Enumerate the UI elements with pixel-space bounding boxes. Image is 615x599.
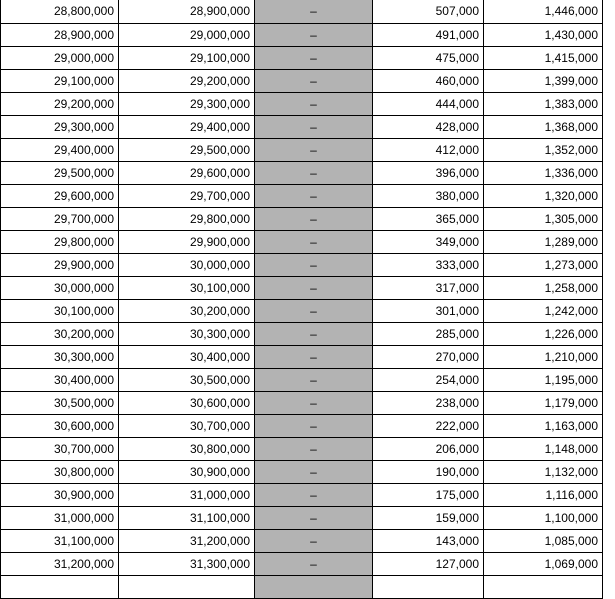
amount-a-cell: 254,000 xyxy=(373,368,484,391)
table-row xyxy=(1,506,603,529)
table-row xyxy=(1,253,603,276)
amount-b-cell: 1,242,000 xyxy=(484,299,603,322)
amount-b-cell: 1,179,000 xyxy=(484,391,603,414)
table-row xyxy=(1,345,603,368)
amount-b-cell: 1,415,000 xyxy=(484,46,603,69)
amount-a-cell: 460,000 xyxy=(373,69,484,92)
range-to-cell: 29,200,000 xyxy=(119,69,255,92)
range-to-cell: 30,300,000 xyxy=(119,322,255,345)
shaded-dash-cell: – xyxy=(255,230,373,253)
shaded-dash-cell: – xyxy=(255,46,373,69)
shaded-dash-cell: – xyxy=(255,368,373,391)
table-row xyxy=(1,115,603,138)
table-row xyxy=(1,23,603,46)
table-row xyxy=(1,460,603,483)
range-to-cell: 29,100,000 xyxy=(119,46,255,69)
table-row xyxy=(1,276,603,299)
shaded-dash-cell: – xyxy=(255,460,373,483)
table-row xyxy=(1,69,603,92)
range-from-cell: 29,200,000 xyxy=(1,92,119,115)
range-to-cell: 31,200,000 xyxy=(119,529,255,552)
amount-b-cell: 1,163,000 xyxy=(484,414,603,437)
amount-a-cell: 317,000 xyxy=(373,276,484,299)
range-from-cell: 30,600,000 xyxy=(1,414,119,437)
range-from-cell: 29,600,000 xyxy=(1,184,119,207)
range-from-cell: 30,300,000 xyxy=(1,345,119,368)
shaded-dash-cell: – xyxy=(255,552,373,575)
table-row xyxy=(1,552,603,575)
shaded-dash-cell: – xyxy=(255,23,373,46)
amount-b-cell: 1,305,000 xyxy=(484,207,603,230)
amount-b-cell: 1,195,000 xyxy=(484,368,603,391)
range-from-cell: 30,500,000 xyxy=(1,391,119,414)
table-row xyxy=(1,92,603,115)
range-to-cell: 29,500,000 xyxy=(119,138,255,161)
table-row xyxy=(1,230,603,253)
amount-b-cell: 1,352,000 xyxy=(484,138,603,161)
amount-b-cell: 1,289,000 xyxy=(484,230,603,253)
amount-a-cell: 159,000 xyxy=(373,506,484,529)
range-to-cell: 30,600,000 xyxy=(119,391,255,414)
amount-b-cell: 1,085,000 xyxy=(484,529,603,552)
amount-a-cell: 270,000 xyxy=(373,345,484,368)
table-row xyxy=(1,299,603,322)
range-to-cell: 29,400,000 xyxy=(119,115,255,138)
shaded-dash-cell: – xyxy=(255,391,373,414)
amount-b-cell: 1,430,000 xyxy=(484,23,603,46)
shaded-dash-cell: – xyxy=(255,0,373,23)
range-from-cell: 29,400,000 xyxy=(1,138,119,161)
range-to-cell: 30,900,000 xyxy=(119,460,255,483)
amount-a-cell: 238,000 xyxy=(373,391,484,414)
range-from-cell: 29,500,000 xyxy=(1,161,119,184)
shaded-dash-cell: – xyxy=(255,276,373,299)
shaded-dash-cell: – xyxy=(255,69,373,92)
range-from-cell: 29,900,000 xyxy=(1,253,119,276)
amount-a-cell: 175,000 xyxy=(373,483,484,506)
shaded-dash-cell: – xyxy=(255,414,373,437)
amount-b-cell: 1,132,000 xyxy=(484,460,603,483)
range-from-cell: 30,400,000 xyxy=(1,368,119,391)
amount-a-cell: 301,000 xyxy=(373,299,484,322)
range-from-cell: 30,100,000 xyxy=(1,299,119,322)
range-to-cell: 30,800,000 xyxy=(119,437,255,460)
amount-a-cell: 428,000 xyxy=(373,115,484,138)
shaded-dash-cell xyxy=(255,575,373,598)
shaded-dash-cell: – xyxy=(255,207,373,230)
amount-b-cell: 1,446,000 xyxy=(484,0,603,23)
amount-b-cell: 1,148,000 xyxy=(484,437,603,460)
range-from-cell: 30,000,000 xyxy=(1,276,119,299)
table-row xyxy=(1,391,603,414)
range-from-cell: 29,700,000 xyxy=(1,207,119,230)
amount-b-cell: 1,273,000 xyxy=(484,253,603,276)
table-row xyxy=(1,368,603,391)
range-from-cell: 31,000,000 xyxy=(1,506,119,529)
range-from-cell: 29,300,000 xyxy=(1,115,119,138)
amount-b-cell: 1,069,000 xyxy=(484,552,603,575)
range-to-cell: 31,100,000 xyxy=(119,506,255,529)
range-from-cell xyxy=(1,575,119,598)
amount-a-cell: 206,000 xyxy=(373,437,484,460)
shaded-dash-cell: – xyxy=(255,299,373,322)
amount-b-cell: 1,226,000 xyxy=(484,322,603,345)
range-to-cell: 28,900,000 xyxy=(119,0,255,23)
shaded-dash-cell: – xyxy=(255,92,373,115)
amount-a-cell: 444,000 xyxy=(373,92,484,115)
range-to-cell: 30,100,000 xyxy=(119,276,255,299)
shaded-dash-cell: – xyxy=(255,345,373,368)
amount-a-cell: 365,000 xyxy=(373,207,484,230)
shaded-dash-cell: – xyxy=(255,138,373,161)
range-from-cell: 29,000,000 xyxy=(1,46,119,69)
table-row xyxy=(1,483,603,506)
range-to-cell: 29,900,000 xyxy=(119,230,255,253)
amount-a-cell: 396,000 xyxy=(373,161,484,184)
amount-a-cell: 380,000 xyxy=(373,184,484,207)
table-row xyxy=(1,161,603,184)
amount-a-cell xyxy=(373,575,484,598)
range-from-cell: 30,800,000 xyxy=(1,460,119,483)
table-row xyxy=(1,414,603,437)
shaded-dash-cell: – xyxy=(255,253,373,276)
range-from-cell: 31,200,000 xyxy=(1,552,119,575)
amount-a-cell: 507,000 xyxy=(373,0,484,23)
shaded-dash-cell: – xyxy=(255,483,373,506)
table-row xyxy=(1,207,603,230)
shaded-dash-cell: – xyxy=(255,437,373,460)
range-to-cell: 30,500,000 xyxy=(119,368,255,391)
amount-a-cell: 349,000 xyxy=(373,230,484,253)
amount-a-cell: 285,000 xyxy=(373,322,484,345)
amount-b-cell xyxy=(484,575,603,598)
amount-a-cell: 190,000 xyxy=(373,460,484,483)
range-to-cell: 30,700,000 xyxy=(119,414,255,437)
amount-a-cell: 127,000 xyxy=(373,552,484,575)
amount-b-cell: 1,399,000 xyxy=(484,69,603,92)
range-to-cell xyxy=(119,575,255,598)
shaded-dash-cell: – xyxy=(255,322,373,345)
range-to-cell: 29,000,000 xyxy=(119,23,255,46)
range-to-cell: 30,400,000 xyxy=(119,345,255,368)
table-row xyxy=(1,529,603,552)
range-from-cell: 28,800,000 xyxy=(1,0,119,23)
amount-a-cell: 333,000 xyxy=(373,253,484,276)
range-from-cell: 28,900,000 xyxy=(1,23,119,46)
amount-a-cell: 143,000 xyxy=(373,529,484,552)
amount-b-cell: 1,100,000 xyxy=(484,506,603,529)
range-to-cell: 30,000,000 xyxy=(119,253,255,276)
table-row xyxy=(1,322,603,345)
range-to-cell: 30,200,000 xyxy=(119,299,255,322)
range-from-cell: 29,100,000 xyxy=(1,69,119,92)
range-to-cell: 31,000,000 xyxy=(119,483,255,506)
amount-b-cell: 1,336,000 xyxy=(484,161,603,184)
range-from-cell: 29,800,000 xyxy=(1,230,119,253)
table-row xyxy=(1,575,603,598)
shaded-dash-cell: – xyxy=(255,184,373,207)
range-from-cell: 30,900,000 xyxy=(1,483,119,506)
amount-b-cell: 1,210,000 xyxy=(484,345,603,368)
range-from-cell: 30,700,000 xyxy=(1,437,119,460)
amount-a-cell: 222,000 xyxy=(373,414,484,437)
shaded-dash-cell: – xyxy=(255,529,373,552)
amount-a-cell: 412,000 xyxy=(373,138,484,161)
table-body xyxy=(1,0,603,598)
table-row xyxy=(1,184,603,207)
shaded-dash-cell: – xyxy=(255,506,373,529)
range-to-cell: 29,300,000 xyxy=(119,92,255,115)
table-row xyxy=(1,138,603,161)
range-to-cell: 29,800,000 xyxy=(119,207,255,230)
table-row xyxy=(1,0,603,23)
amount-b-cell: 1,320,000 xyxy=(484,184,603,207)
amount-a-cell: 491,000 xyxy=(373,23,484,46)
range-from-cell: 30,200,000 xyxy=(1,322,119,345)
range-from-cell: 31,100,000 xyxy=(1,529,119,552)
shaded-dash-cell: – xyxy=(255,161,373,184)
table-row xyxy=(1,437,603,460)
amount-b-cell: 1,258,000 xyxy=(484,276,603,299)
shaded-dash-cell: – xyxy=(255,115,373,138)
amount-b-cell: 1,368,000 xyxy=(484,115,603,138)
amount-b-cell: 1,383,000 xyxy=(484,92,603,115)
range-to-cell: 31,300,000 xyxy=(119,552,255,575)
amount-b-cell: 1,116,000 xyxy=(484,483,603,506)
amount-a-cell: 475,000 xyxy=(373,46,484,69)
range-to-cell: 29,600,000 xyxy=(119,161,255,184)
range-to-cell: 29,700,000 xyxy=(119,184,255,207)
table-row xyxy=(1,46,603,69)
